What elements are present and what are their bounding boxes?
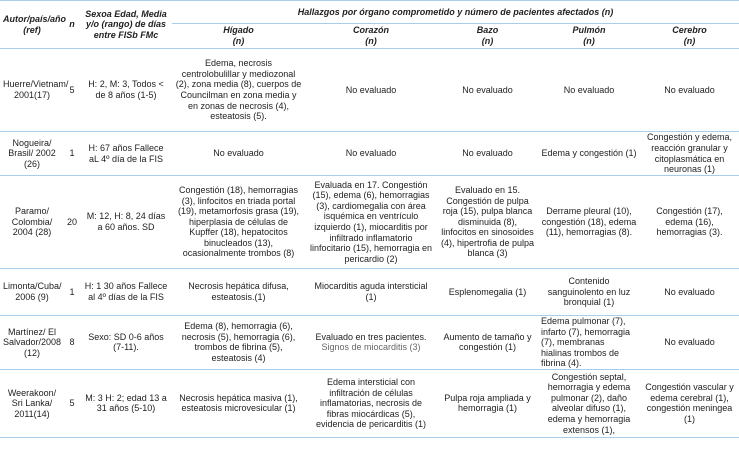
cell-lung: Congestión septal, hemorragia y edema pulmonar (2), daño alveolar difuso (1), edema y hemorragia extensos (1),	[538, 369, 640, 437]
cell-author: Paramo/ Colombia/ 2004 (28)	[0, 176, 64, 269]
table-row	[0, 132, 739, 176]
table-row	[0, 316, 739, 370]
cell-spleen: No evaluado	[437, 49, 538, 132]
cell-author: Nogueira/ Brasil/ 2002 (26)	[0, 132, 64, 176]
cell-heart: No evaluado	[305, 49, 437, 132]
header-sex-age: Sexoa Edad, Media y/o (rango) de días entre FISb FMc	[80, 1, 172, 49]
header-findings-group: Hallazgos por órgano comprometido y número de pacientes afectados (n)	[172, 1, 739, 24]
cell-liver: Edema, necrosis centrolobulillar y mediozonal (2), zona media (8), cuerpos de Councilman en zona media y en zonas de necrosis (4), esteatosis (5).	[172, 49, 305, 132]
cell-sex-age: H: 67 años Fallece aL 4º día de la FIS	[80, 132, 172, 176]
cell-heart: Evaluado en tres pacientes. Signos de miocarditis (3)	[305, 316, 437, 370]
table-row	[0, 369, 739, 437]
cell-spleen: Aumento de tamaño y congestión (1)	[437, 316, 538, 370]
cell-n: 1	[64, 132, 80, 176]
cell-brain: No evaluado	[640, 269, 739, 316]
header-liver: Hígado (n)	[172, 24, 305, 49]
cell-liver: Necrosis hepática masiva (1), esteatosis microvesicular (1)	[172, 369, 305, 437]
cell-spleen: No evaluado	[437, 132, 538, 176]
cell-lung: Contenido sanguinolento en luz bronquial (1)	[538, 269, 640, 316]
cell-brain: Congestión vascular y edema cerebral (1), congestión meningea (1)	[640, 369, 739, 437]
cell-n: 8	[64, 316, 80, 370]
cell-author: Weerakoon/ Sri Lanka/ 2011(14)	[0, 369, 64, 437]
cell-liver: No evaluado	[172, 132, 305, 176]
cell-liver: Necrosis hepática difusa, esteatosis.(1)	[172, 269, 305, 316]
cell-brain: Congestión y edema, reacción granular y citoplasmática en neuronas (1)	[640, 132, 739, 176]
cell-author: Martínez/ El Salvador/2008 (12)	[0, 316, 64, 370]
header-lung: Pulmón (n)	[538, 24, 640, 49]
cell-spleen: Pulpa roja ampliada y hemorragia (1)	[437, 369, 538, 437]
cell-heart: Evaluada en 17. Congestión (15), edema (6), hemorragias (3), cardiomegalia con área isquémica en ventrículo izquierdo (1), miocarditis por infiltrado inflamatorio linfocitario (15), hemorragia en pericardio (2)	[305, 176, 437, 269]
cell-n: 20	[64, 176, 80, 269]
cell-lung: Edema y congestión (1)	[538, 132, 640, 176]
table-row	[0, 49, 739, 132]
header-n: n	[64, 1, 80, 49]
cell-n: 1	[64, 269, 80, 316]
cell-liver: Edema (8), hemorragia (6), necrosis (5), hemorragia (6), trombos de fibrina (5), esteatosis (4)	[172, 316, 305, 370]
cell-author: Limonta/Cuba/ 2006 (9)	[0, 269, 64, 316]
cell-heart: Edema intersticial con infiltración de células inflamatorias, necrosis de fibras miocárdicas (5), evidencia de pericarditis (1)	[305, 369, 437, 437]
cell-sex-age: H: 2, M: 3, Todos < de 8 años (1-5)	[80, 49, 172, 132]
cell-sex-age: H: 1 30 años Fallece al 4º días de la FIS	[80, 269, 172, 316]
cell-author: Huerre/Vietnam/ 2001(17)	[0, 49, 64, 132]
header-author: Autor/país/año (ref)	[0, 1, 64, 49]
cell-sex-age: M: 3 H: 2; edad 13 a 31 años (5-10)	[80, 369, 172, 437]
cell-n: 5	[64, 369, 80, 437]
cell-spleen: Esplenomegalia (1)	[437, 269, 538, 316]
table-row	[0, 269, 739, 316]
cell-sex-age: M: 12, H: 8, 24 días a 60 años. SD	[80, 176, 172, 269]
table-row	[0, 176, 739, 269]
cell-sex-age: Sexo: SD 0-6 años (7-11).	[80, 316, 172, 370]
cell-brain: No evaluado	[640, 49, 739, 132]
cell-brain: Congestión (17), edema (16), hemorragias (3).	[640, 176, 739, 269]
header-brain: Cerebro (n)	[640, 24, 739, 49]
header-heart: Corazón (n)	[305, 24, 437, 49]
cell-spleen: Evaluado en 15. Congestión de pulpa roja (15), pulpa blanca disminuida (8), linfocitos en sinosoides (4), hipertrofia de pulpa blanca (3)	[437, 176, 538, 269]
header-spleen: Bazo (n)	[437, 24, 538, 49]
cell-lung: Edema pulmonar (7), infarto (7), hemorragia (7), membranas hialinas trombos de fibrina (4).	[538, 316, 640, 370]
cell-heart: Miocarditis aguda intersticial (1)	[305, 269, 437, 316]
cell-liver: Congestión (18), hemorragias (3), linfocitos en triada portal (19), metamorfosis grasa (19), hiperplasia de células de Kupffer (18), hepatocitos binucleados (13), ocasionalmente trombos (8)	[172, 176, 305, 269]
cell-lung: No evaluado	[538, 49, 640, 132]
cell-lung: Derrame pleural (10), congestión (18), edema (11), hemorragias (8).	[538, 176, 640, 269]
cell-heart: No evaluado	[305, 132, 437, 176]
cell-brain: No evaluado	[640, 316, 739, 370]
cell-n: 5	[64, 49, 80, 132]
